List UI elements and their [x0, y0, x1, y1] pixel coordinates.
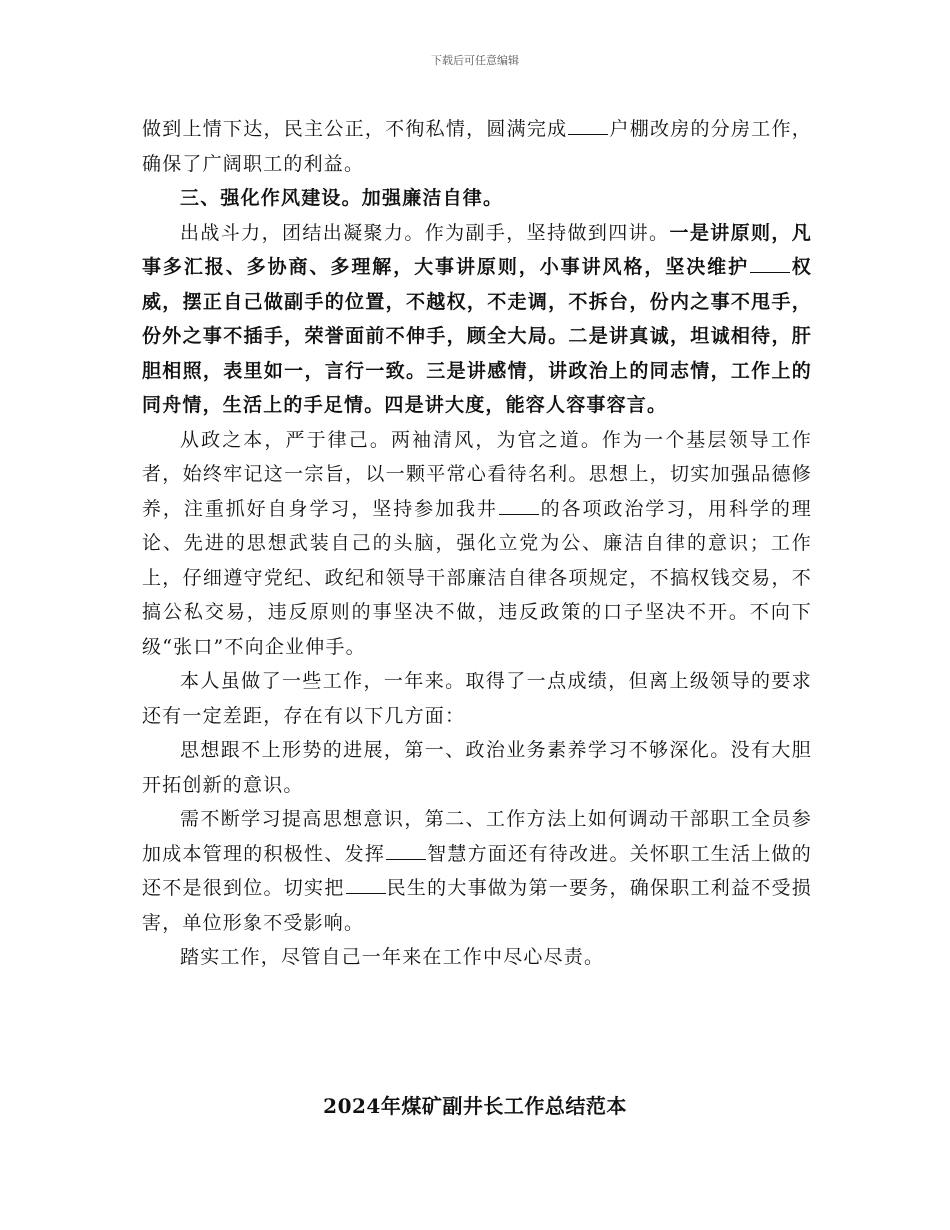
document-title: 2024年煤矿副井长工作总结范本 [323, 1094, 627, 1118]
bold-text: 权威，摆正自己做副手的位置，不越权，不走调，不拆台，份内之事不甩手，份外之事不插手，荣誉面前不伸手，顾全大局。二是讲真诚，坦诚相待，肝胆相照，表里如一，言行一致。三是讲感情，讲政治上的同志情，工作上的同舟情，生活上的手足情。四是讲大度， [142, 256, 812, 416]
paragraph-four-principles [142, 216, 812, 423]
fill-blank [499, 496, 539, 515]
fill-blank [568, 116, 608, 135]
bold-text: 一是讲原则，凡事多汇报、多协商、多理解，大事讲原则，小事讲风格，坚决维护 [142, 221, 812, 278]
paragraph-shortcoming-2 [142, 802, 812, 940]
paragraph-closing: 踏实工作，尽管自己一年来在工作中尽心尽责。 [180, 946, 605, 968]
fill-blank [750, 254, 790, 273]
paragraph-text: 户棚改房的分房工作，确保了广阔职工的利益。 [142, 118, 812, 175]
fill-blank [346, 875, 386, 894]
paragraph-shortcoming-1: 思想跟不上形势的进展，第一、政治业务素养学习不够深化。没有大胆开拓创新的意识。 [142, 739, 812, 796]
download-note: 下载后可任意编辑 [431, 54, 519, 67]
document-body [142, 112, 812, 975]
paragraph-self-discipline [142, 423, 812, 665]
paragraph-text: 需不断学习提高思想意识，第二、工作方法上如何调动干部职工全员参加成本管理的积极性、发挥 [142, 808, 812, 865]
paragraph-housing [142, 112, 812, 181]
paragraph-text: 做到上情下达，民主公正，不徇私情，圆满完成 [142, 118, 568, 140]
paragraph-text: 出战斗力，团结出凝聚力。作为副手，坚持做到四讲。 [180, 221, 670, 244]
paragraph-shortcomings-intro: 本人虽做了一些工作，一年来。取得了一点成绩，但离上级领导的要求还有一定差距，存在有以下几方面： [142, 670, 812, 727]
paragraph-text: 民生的大事做为第一要务，确保职工利益不受损害，单位形象不受影响。 [142, 877, 812, 934]
fill-blank [386, 841, 426, 860]
paragraph-text: 的各项政治学习，用科学的理论、先进的思想武装自己的头脑，强化立党为公、廉洁自律的意识；工作上，仔细遵守党纪、政纪和领导干部廉洁自律各项规定，不搞权钱交易，不搞公私交易，违反原则的事坚决不做，违反政策的口子坚决不开。不向下级“张口”不向企业伸手。 [142, 497, 812, 658]
bold-text: 能容人容事容言。 [505, 394, 668, 416]
paragraph-text: 从政之本，严于律己。两袖清风，为官之道。作为一个基层领导工作者，始终牢记这一宗旨，以一颗平常心看待名利。思想上，切实加强品德修养，注重抓好自身学习，坚持参加我井 [142, 428, 812, 520]
section-heading-3: 三、强化作风建设。加强廉洁自律。 [180, 187, 504, 209]
paragraph-text: 智慧方面还有待改进。关怀职工生活上做的还不是很到位。切实把 [142, 842, 812, 899]
